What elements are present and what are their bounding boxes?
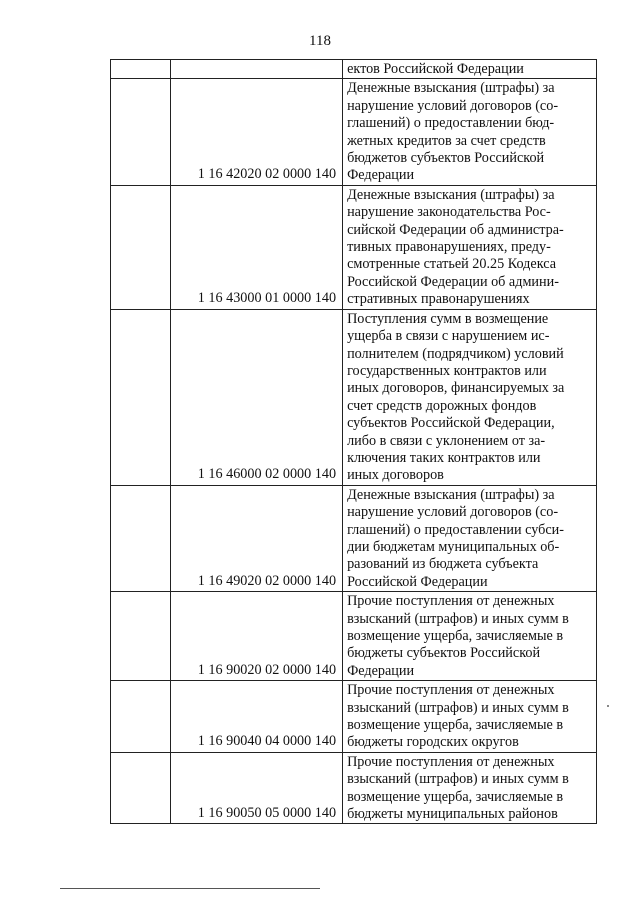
revenue-code-cell: 1 16 90050 05 0000 140 bbox=[171, 752, 343, 824]
revenue-name-line: Федерации bbox=[347, 662, 415, 679]
table-row bbox=[111, 185, 597, 309]
revenue-name-line: бюджеты субъектов Российской bbox=[347, 645, 541, 662]
footnote-rule bbox=[60, 888, 320, 889]
revenue-name-cell bbox=[343, 681, 597, 753]
revenue-name-line: тивных правонарушениях, преду- bbox=[347, 239, 551, 256]
revenue-name-line: Российской Федерации об админи- bbox=[347, 273, 559, 290]
revenue-code-cell: 1 16 46000 02 0000 140 bbox=[171, 309, 343, 485]
revenue-name-line: полнителем (подрядчиком) условий bbox=[347, 345, 564, 362]
revenue-name-line: нарушение законодательства Рос- bbox=[347, 204, 551, 221]
revenue-name-line: взысканий (штрафов) и иных сумм в bbox=[347, 610, 569, 627]
revenue-name-line: глашений) о предоставлении бюд- bbox=[347, 115, 555, 132]
revenue-name-line: разований из бюджета субъекта bbox=[347, 556, 539, 573]
revenue-code-cell: 1 16 90040 04 0000 140 bbox=[171, 681, 343, 753]
revenue-name-line: счет средств дорожных фондов bbox=[347, 397, 537, 414]
revenue-name-line: Федерации bbox=[347, 167, 415, 184]
revenue-name-line: возмещение ущерба, зачисляемые в bbox=[347, 628, 564, 644]
revenue-code-cell: 1 16 43000 01 0000 140 bbox=[171, 185, 343, 309]
table-row bbox=[111, 485, 597, 591]
revenue-name-cell bbox=[343, 60, 597, 79]
revenue-name-line: дии бюджетам муниципальных об- bbox=[347, 538, 560, 555]
revenue-name-line: нарушение условий договоров (со- bbox=[347, 97, 559, 114]
empty-cell bbox=[111, 79, 171, 185]
revenue-name-line: бюджеты муниципальных районов bbox=[347, 806, 558, 823]
revenue-name-line: Прочие поступления от денежных bbox=[347, 593, 555, 610]
revenue-code-cell: 1 16 42020 02 0000 140 bbox=[171, 79, 343, 185]
table-row bbox=[111, 60, 597, 79]
empty-cell bbox=[111, 752, 171, 824]
revenue-name-line: нарушение условий договоров (со- bbox=[347, 504, 559, 521]
revenue-name-line: иных договоров, финансируемых за bbox=[347, 380, 565, 397]
revenue-name-line: Прочие поступления от денежных bbox=[347, 682, 555, 699]
revenue-name-line: сийской Федерации об администра- bbox=[347, 221, 564, 238]
revenue-name-line: ущерба в связи с нарушением ис- bbox=[347, 328, 550, 345]
table-body bbox=[111, 60, 597, 824]
revenue-name-line: Денежные взыскания (штрафы) за bbox=[347, 486, 555, 503]
empty-cell bbox=[111, 485, 171, 591]
revenue-name-line: Прочие поступления от денежных bbox=[347, 753, 555, 770]
revenue-name-line: взысканий (штрафов) и иных сумм в bbox=[347, 771, 569, 788]
empty-cell bbox=[111, 309, 171, 485]
revenue-name-cell bbox=[343, 185, 597, 309]
revenue-name-line: глашений) о предоставлении субси- bbox=[347, 521, 564, 538]
revenue-name-line: смотренные статьей 20.25 Кодекса bbox=[347, 256, 557, 273]
table-row bbox=[111, 309, 597, 485]
revenue-name-cell bbox=[343, 752, 597, 824]
table-row bbox=[111, 752, 597, 824]
revenue-name-line: бюджетов субъектов Российской bbox=[347, 150, 545, 167]
revenue-name-line: ектов Российской Федерации bbox=[347, 61, 524, 77]
empty-cell bbox=[111, 592, 171, 681]
page-number: 118 bbox=[309, 33, 331, 49]
revenue-name-line: стративных правонарушениях bbox=[347, 291, 530, 308]
scan-speck bbox=[607, 705, 609, 707]
revenue-code-cell bbox=[171, 60, 343, 79]
revenue-name-line: взысканий (штрафов) и иных сумм в bbox=[347, 699, 569, 716]
revenue-name-line: Денежные взыскания (штрафы) за bbox=[347, 186, 555, 203]
revenue-name-line: Российской Федерации bbox=[347, 573, 488, 590]
table-row bbox=[111, 79, 597, 185]
empty-cell bbox=[111, 681, 171, 753]
revenue-name-cell bbox=[343, 309, 597, 485]
empty-cell bbox=[111, 60, 171, 79]
empty-cell bbox=[111, 185, 171, 309]
revenue-name-cell bbox=[343, 592, 597, 681]
revenue-code-cell: 1 16 90020 02 0000 140 bbox=[171, 592, 343, 681]
revenue-name-line: жетных кредитов за счет средств bbox=[347, 132, 546, 149]
revenue-name-cell bbox=[343, 79, 597, 185]
revenue-name-line: иных договоров bbox=[347, 467, 444, 484]
revenue-name-line: субъектов Российской Федерации, bbox=[347, 415, 555, 432]
revenue-name-line: Поступления сумм в возмещение bbox=[347, 310, 549, 327]
revenue-name-line: либо в связи с уклонением от за- bbox=[347, 432, 546, 449]
table-row bbox=[111, 681, 597, 753]
budget-codes-table bbox=[110, 59, 597, 824]
revenue-name-line: возмещение ущерба, зачисляемые в bbox=[347, 788, 564, 805]
revenue-name-line: ключения таких контрактов или bbox=[347, 449, 541, 466]
revenue-name-line: Денежные взыскания (штрафы) за bbox=[347, 80, 555, 97]
table-row bbox=[111, 592, 597, 681]
revenue-code-cell: 1 16 49020 02 0000 140 bbox=[171, 485, 343, 591]
revenue-name-line: бюджеты городских округов bbox=[347, 734, 519, 751]
revenue-name-line: возмещение ущерба, зачисляемые в bbox=[347, 717, 564, 734]
revenue-name-cell bbox=[343, 485, 597, 591]
revenue-name-line: государственных контрактов или bbox=[347, 362, 547, 379]
